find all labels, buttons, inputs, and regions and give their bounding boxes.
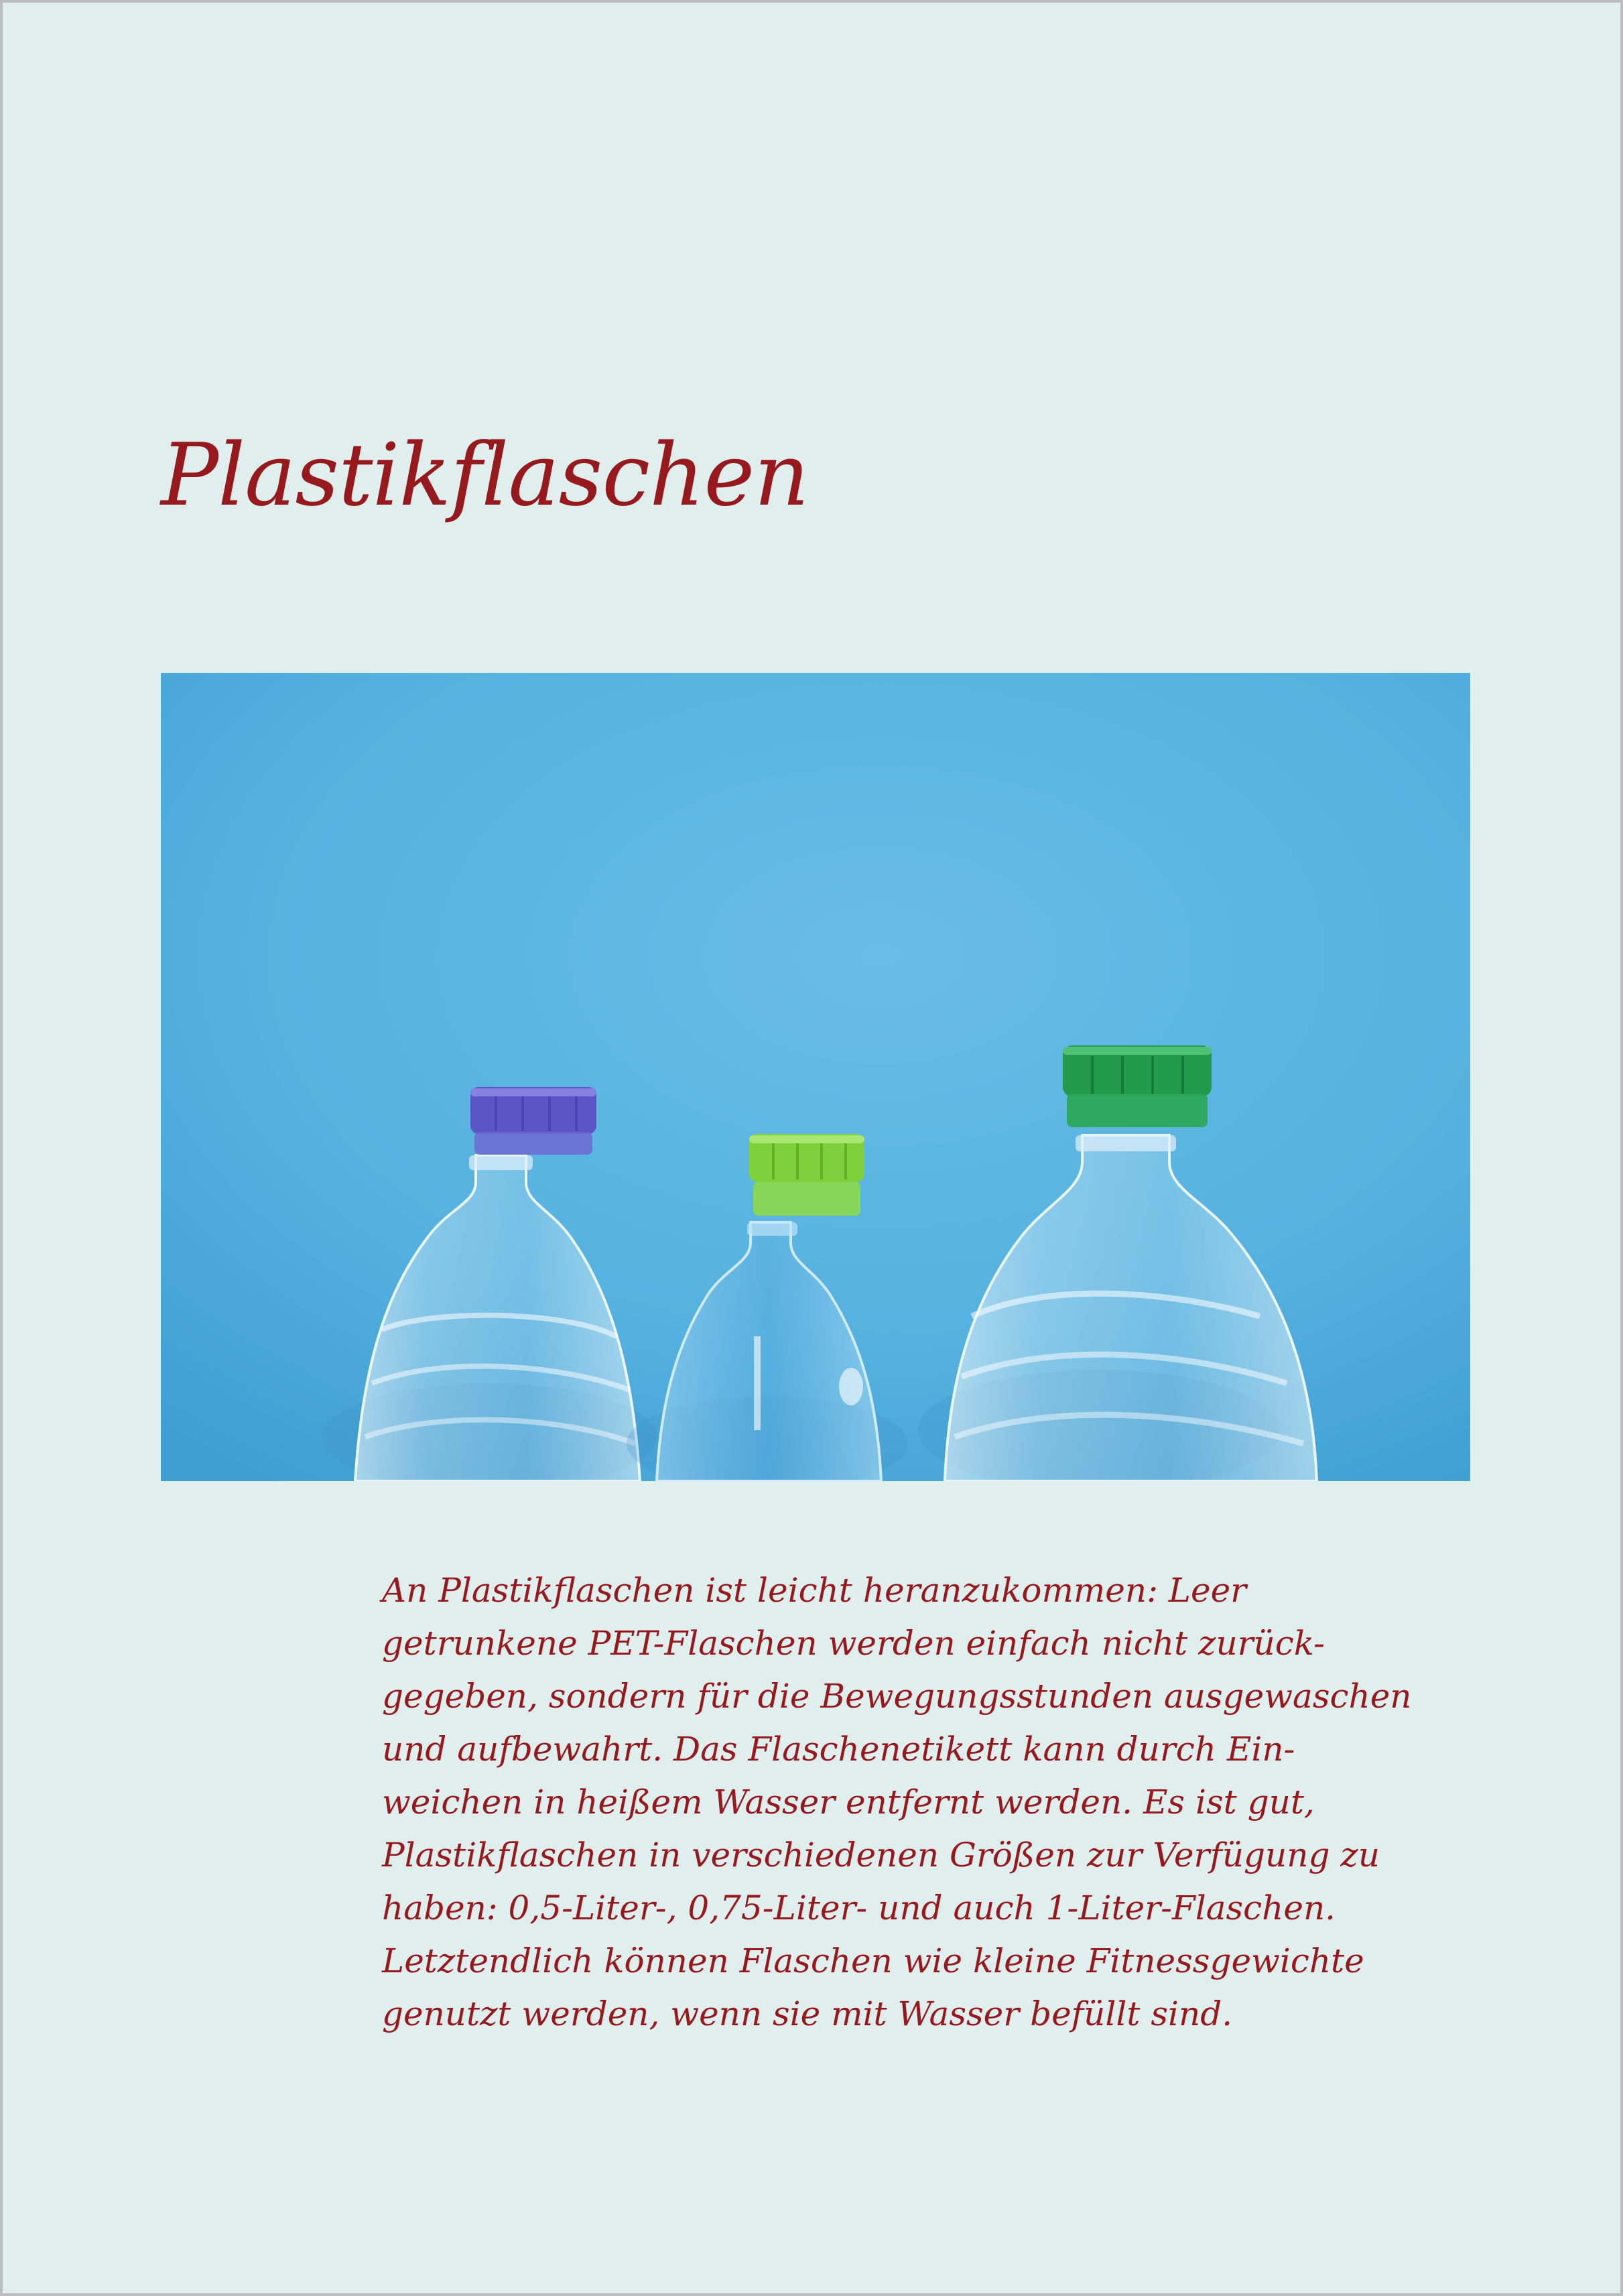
body-line: Letztendlich können Flaschen wie kleine Fitnessgewichte [382,1941,1364,1980]
body-line: Plastikflaschen in verschiedenen Größen zur Verfügung zu [382,1836,1380,1874]
page-title: Plastikflaschen [161,426,809,525]
body-line: genutzt werden, wenn sie mit Wasser befüllt sind. [382,1994,1233,2033]
body-paragraph [382,1564,1474,2041]
body-line: haben: 0,5-Liter-, 0,75-Liter- und auch 1-Liter-Flaschen. [382,1889,1336,1927]
body-line: getrunkene PET-Flaschen werden einfach nicht zurück- [382,1624,1325,1663]
bottles-photo [161,673,1470,1481]
body-line: und aufbewahrt. Das Flaschenetikett kann durch Ein- [382,1730,1295,1769]
plastic-bottles-illustration [161,673,1470,1481]
body-line: weichen in heißem Wasser entfernt werden. Es ist gut, [382,1783,1315,1822]
body-line: gegeben, sondern für die Bewegungsstunden ausgewaschen [382,1677,1412,1716]
body-line: An Plastikflaschen ist leicht heranzukommen: Leer [382,1571,1247,1610]
